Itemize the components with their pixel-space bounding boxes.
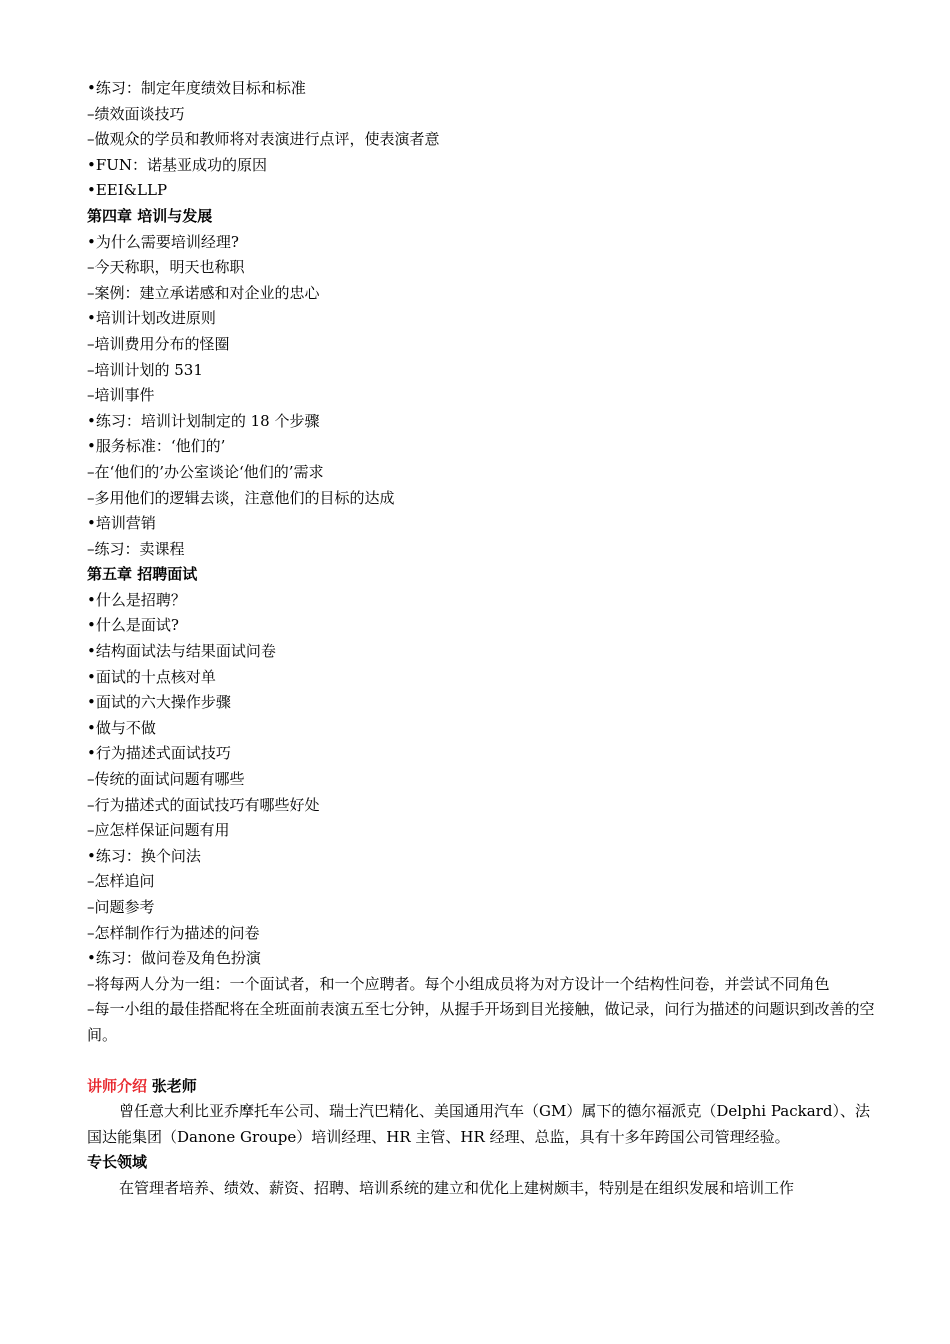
text-line: –培训费用分布的怪圈 xyxy=(87,334,230,353)
instructor-section xyxy=(87,1074,877,1202)
text-line: –今天称职，明天也称职 xyxy=(87,258,245,277)
text-line: –多用他们的逻辑去谈，注意他们的目标的达成 xyxy=(87,488,395,507)
text-line: •行为描述式面试技巧 xyxy=(87,744,231,763)
section-top xyxy=(87,76,877,204)
text-line: •练习：做问卷及角色扮演 xyxy=(87,949,261,968)
spacer xyxy=(87,1049,877,1074)
text-line: •培训营销 xyxy=(87,514,156,533)
chapter-4 xyxy=(87,204,877,562)
instructor-label: 讲师介绍 xyxy=(87,1076,148,1095)
text-line: •培训计划改进原则 xyxy=(87,309,216,328)
chapter-5-title: 第五章 招聘面试 xyxy=(87,565,198,584)
instructor-bio: 曾任意大利比亚乔摩托车公司、瑞士汽巴精化、美国通用汽车（GM）属下的德尔福派克（Delphi Packard）、法国达能集团（Danone Groupe）培训经理、HR 主管、HR 经理、总监，具有十多年跨国公司管理经验。 xyxy=(87,1102,870,1146)
text-line: –应怎样保证问题有用 xyxy=(87,821,230,840)
text-paragraph: –每一小组的最佳搭配将在全班面前表演五至七分钟，从握手开场到目光接触，做记录，问行为描述的问题识到改善的空间。 xyxy=(87,1000,875,1044)
text-line: •练习：制定年度绩效目标和标准 xyxy=(87,79,306,97)
chapter-5 xyxy=(87,562,877,1048)
text-line: –怎样制作行为描述的问卷 xyxy=(87,923,260,942)
text-line: –传统的面试问题有哪些 xyxy=(87,770,245,789)
text-line: •面试的十点核对单 xyxy=(87,667,216,686)
text-line: –绩效面谈技巧 xyxy=(87,104,185,123)
text-line: –问题参考 xyxy=(87,898,155,916)
text-line: •什么是招聘？ xyxy=(87,590,186,609)
text-line: •服务标准：‘他们的’ xyxy=(87,437,226,456)
text-line: •结构面试法与结果面试问卷 xyxy=(87,642,276,661)
document-page xyxy=(87,76,877,1202)
chapter-4-title: 第四章 培训与发展 xyxy=(87,206,213,225)
text-line: –培训计划的 531 xyxy=(87,360,203,379)
text-line: –怎样追问 xyxy=(87,872,155,891)
expertise-title: 专长领域 xyxy=(87,1153,148,1172)
text-line: •EEI&LLP xyxy=(87,181,168,200)
text-line: –做观众的学员和教师将对表演进行点评，使表演者意 xyxy=(87,130,440,149)
text-line: –行为描述式的面试技巧有哪些好处 xyxy=(87,795,320,814)
instructor-heading xyxy=(87,1074,877,1100)
text-line: •练习：培训计划制定的 18 个步骤 xyxy=(87,411,320,430)
expertise-text: 在管理者培养、绩效、薪资、招聘、培训系统的建立和优化上建树颇丰，特别是在组织发展和培训工作 xyxy=(119,1178,795,1197)
text-line: –练习：卖课程 xyxy=(87,539,185,558)
text-line: •FUN：诺基亚成功的原因 xyxy=(87,155,268,174)
text-line: •面试的六大操作步骤 xyxy=(87,693,231,712)
text-line: –在‘他们的’办公室谈论‘他们的’需求 xyxy=(87,462,324,481)
text-line: •做与不做 xyxy=(87,718,156,737)
instructor-name: 张老师 xyxy=(151,1076,197,1095)
text-line: –案例：建立承诺感和对企业的忠心 xyxy=(87,283,320,302)
text-line: •为什么需要培训经理? xyxy=(87,232,239,251)
text-paragraph: –将每两人分为一组：一个面试者，和一个应聘者。每个小组成员将为对方设计一个结构性问卷，并尝试不同角色 xyxy=(87,974,830,993)
text-line: •什么是面试? xyxy=(87,616,179,635)
text-line: –培训事件 xyxy=(87,386,155,405)
text-line: •练习：换个问法 xyxy=(87,846,201,865)
